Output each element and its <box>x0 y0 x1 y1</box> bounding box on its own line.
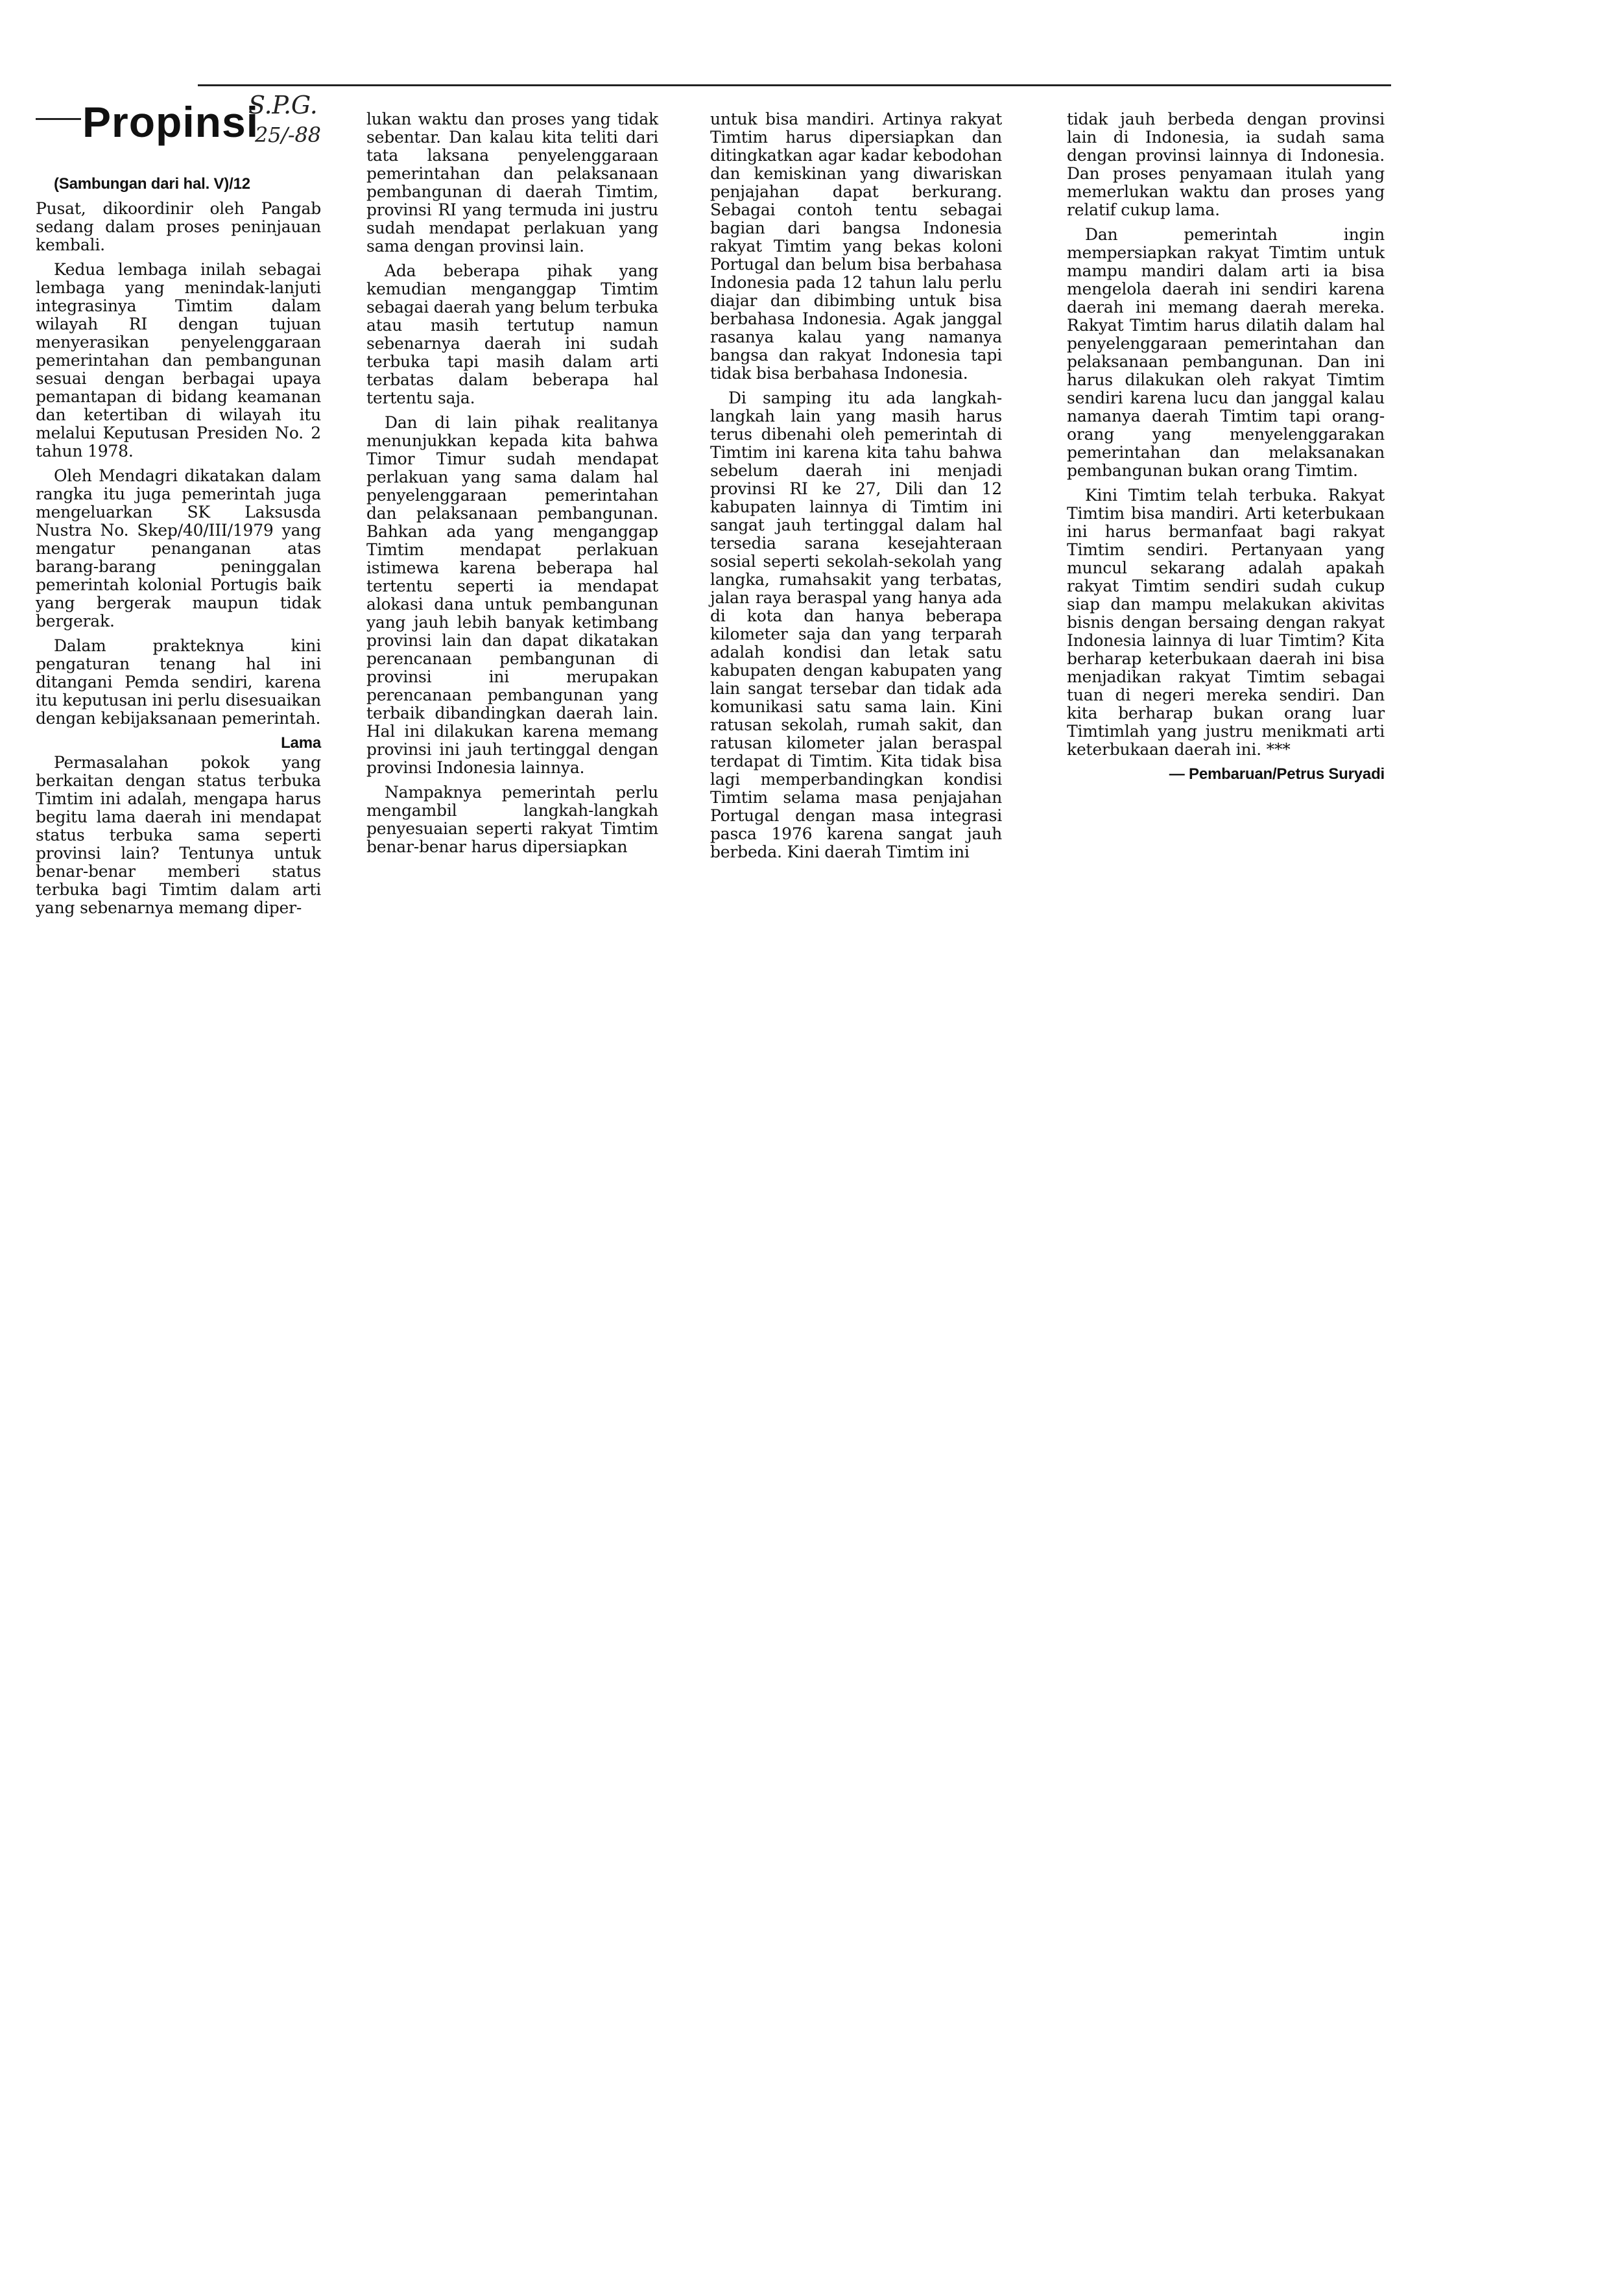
handwritten-note: S.P.G. <box>248 91 318 119</box>
paragraph: lukan waktu dan proses yang tidak sebentar. Dan kalau kita teliti dari tata laksana penyelenggaraan pemerintahan dan pelaksanaan pembangunan di daerah Timtim, provinsi RI yang termuda ini justru sudah mendapat perlakuan yang sama dengan provinsi lain. <box>366 110 658 256</box>
paragraph: tidak jauh berbeda dengan provinsi lain di Indonesia, ia sudah sama dengan provinsi lainnya di Indonesia. Dan proses penyamaan itulah yang memerlukan waktu dan proses yang relatif cukup lama. <box>1067 110 1385 219</box>
paragraph: Kini Timtim telah terbuka. Rakyat Timtim bisa mandiri. Arti keterbukaan ini harus bermanfaat bagi rakyat Timtim sendiri. Pertanyaan yang muncul sekarang adalah apakah rakyat Timtim sendiri sudah cukup siap dan mampu melakukan akivitas bisnis dengan bersaing dengan rakyat Indonesia lainnya di luar Timtim? Kita berharap keterbukaan daerah ini bisa menjadikan rakyat Timtim sebagai tuan di negeri mereka sendiri. Dan kita berharap bukan orang luar Timtimlah yang justru menikmati arti keterbukaan daerah ini. *** <box>1067 486 1385 759</box>
column-3 <box>710 110 1002 868</box>
newspaper-clipping <box>36 84 1391 1116</box>
column-2 <box>366 110 658 863</box>
handwritten-date: 25/-88 <box>255 123 321 147</box>
top-rule <box>198 84 1391 86</box>
paragraph: untuk bisa mandiri. Artinya rakyat Timtim harus dipersiapkan dan ditingkatkan agar kadar kebodohan dan kemiskinan yang diwariskan penjajahan dapat berkurang. Sebagai contoh tentu sebagai bagian dari bangsa Indonesia rakyat Timtim yang bekas koloni Portugal dan belum bisa berbahasa Indonesia pada 12 tahun lalu perlu diajar dan dibimbing untuk bisa berbahasa Indonesia. Agak janggal rasanya kalau yang namanya bangsa dan rakyat Indonesia tapi tidak bisa berbahasa Indonesia. <box>710 110 1002 383</box>
column-4 <box>1067 110 1385 783</box>
paragraph: Oleh Mendagri dikatakan dalam rangka itu juga pemerintah juga mengeluarkan SK Laksusda Nustra No. Skep/40/III/1979 yang mengatur penanganan atas barang-barang peninggalan pemerintah kolonial Portugis baik yang bergerak maupun tidak bergerak. <box>36 466 321 630</box>
paragraph: Ada beberapa pihak yang kemudian menganggap Timtim sebagai daerah yang belum terbuka atau masih tertutup namun sebenarnya daerah ini sudah terbuka tapi masih dalam arti terbatas dalam beberapa hal tertentu saja. <box>366 261 658 407</box>
subheading: Lama <box>281 734 321 752</box>
paragraph: Di samping itu ada langkah-langkah lain yang masih harus terus dibenahi oleh pemerintah di Timtim ini karena kita tahu bahwa sebelum daerah ini menjadi provinsi RI ke 27, Dili dan 12 kabupaten lainnya di Timtim ini sangat jauh tertinggal dalam hal tersedia sarana kesejahteraan sosial seperti sekolah-sekolah yang langka, rumahsakit yang terbatas, jalan raya beraspal yang hanya ada di kota dan hanya beberapa kilometer saja dan yang terparah adalah kondisi dan letak satu kabupaten dengan kabupaten yang lain sangat tersebar dan tidak ada komunikasi satu sama lain. Kini ratusan sekolah, rumah sakit, dan ratusan kilometer jalan beraspal terdapat di Timtim. Kita tidak bisa lagi memperbandingkan kondisi Timtim selama masa penjajahan Portugal dengan masa integrasi pasca 1976 karena sangat jauh berbeda. Kini daerah Timtim ini <box>710 389 1002 861</box>
paragraph: Pusat, dikoordinir oleh Pangab sedang dalam proses peninjauan kembali. <box>36 199 321 254</box>
continued-from: (Sambungan dari hal. V)/12 <box>54 175 250 193</box>
paragraph: Nampaknya pemerintah perlu mengambil langkah-langkah penyesuaian seperti rakyat Timtim benar-benar harus dipersiapkan <box>366 783 658 856</box>
column-1 <box>36 91 321 924</box>
headline-dash <box>36 118 81 120</box>
byline: — Pembaruan/Petrus Suryadi <box>1169 765 1385 783</box>
paragraph: Dalam prakteknya kini pengaturan tenang hal ini ditangani Pemda sendiri, karena itu keputusan ini perlu disesuaikan dengan kebijaksanaan pemerintah. <box>36 636 321 728</box>
paragraph: Kedua lembaga inilah sebagai lembaga yang menindak-lanjuti integrasinya Timtim dalam wilayah RI dengan tujuan menyerasikan penyelenggaraan pemerintahan dan pembangunan sesuai dengan berbagai upaya pemantapan di bidang keamanan dan ketertiban di wilayah itu melalui Keputusan Presiden No. 2 tahun 1978. <box>36 260 321 460</box>
article-title: Propinsi <box>82 98 259 146</box>
headline-row <box>36 91 321 169</box>
paragraph: Dan di lain pihak realitanya menunjukkan kepada kita bahwa Timor Timur sudah mendapat perlakuan yang sama dalam hal penyelenggaraan pemerintahan dan pelaksanaan pembangunan. Bahkan ada yang menganggap Timtim mendapat perlakuan istimewa karena beberapa hal tertentu seperti ia mendapat alokasi dana untuk pembangunan yang jauh lebih banyak ketimbang provinsi lain dan dapat dikatakan perencanaan pembangunan di provinsi ini merupakan perencanaan pembangunan yang terbaik dibandingkan daerah lain. Hal ini dilakukan karena memang provinsi ini jauh tertinggal dengan provinsi Indonesia lainnya. <box>366 413 658 777</box>
paragraph: Dan pemerintah ingin mempersiapkan rakyat Timtim untuk mampu mandiri dalam arti ia bisa mengelola daerah ini sendiri karena daerah ini memang daerah mereka. Rakyat Timtim harus dilatih dalam hal penyelenggaraan pemerintahan dan pelaksanaan pembangunan. Dan ini harus dilakukan oleh rakyat Timtim sendiri karena lucu dan janggal kalau namanya daerah Timtim tapi orang-orang yang menyelenggarakan pemerintahan dan melaksanakan pembangunan bukan orang Timtim. <box>1067 225 1385 480</box>
paragraph: Permasalahan pokok yang berkaitan dengan status terbuka Timtim ini adalah, mengapa harus begitu lama daerah ini mendapat status terbuka sama seperti provinsi lain? Tentunya untuk benar-benar memberi status terbuka bagi Timtim dalam arti yang sebenarnya memang diper- <box>36 753 321 917</box>
